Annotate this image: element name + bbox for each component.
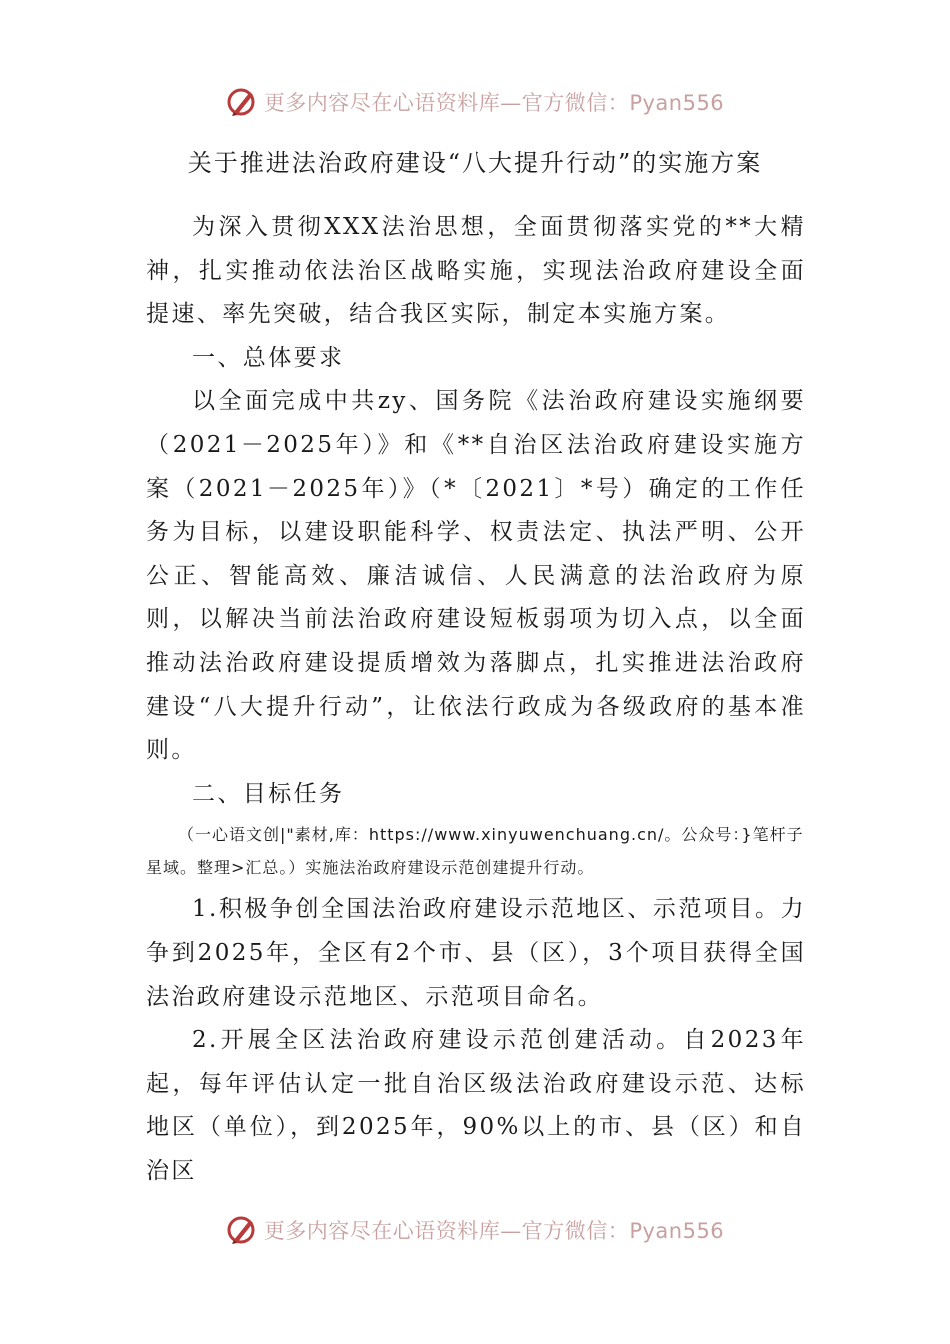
footer-watermark-banner	[0, 1210, 950, 1250]
general-requirements-paragraph: 以全面完成中共zy、国务院《法治政府建设实施纲要（2021－2025年）》和《**自治区法治政府建设实施方案（2021－2025年）》（*〔2021〕*号）确定的工作任务为目标，以建设职能科学、权责法定、执法严明、公开公正、智能高效、廉洁诚信、人民满意的法治政府为原则，以解决当前法治政府建设短板弱项为切入点，以全面推动法治政府建设提质增效为落脚点，扎实推进法治政府建设“八大提升行动”，让依法行政成为各级政府的基本准则。	[146, 388, 806, 764]
subsection-heading-demo-creation: （一心语文创|"素材,库：https://www.xinyuwenchuang.cn/。公众号：}笔杆子星域。整理>汇总。）实施法治政府建设示范创建提升行动。	[146, 825, 804, 878]
intro-paragraph: 为深入贯彻XXX法治思想，全面贯彻落实党的**大精神，扎实推动依法治区战略实施，实现法治政府建设全面提速、率先突破，结合我区实际，制定本实施方案。	[146, 214, 806, 328]
pen-logo-icon	[226, 86, 258, 118]
document-body	[146, 206, 806, 1193]
document-title: 关于推进法治政府建设“八大提升行动”的实施方案	[187, 149, 763, 177]
item-1-paragraph: 1.积极争创全国法治政府建设示范地区、示范项目。力争到2025年，全区有2个市、县（区），3个项目获得全国法治政府建设示范地区、示范项目命名。	[146, 896, 806, 1010]
section-heading-general-requirements: 一、总体要求	[192, 344, 345, 371]
header-watermark-banner	[0, 82, 950, 122]
pen-logo-icon	[226, 1214, 258, 1246]
item-2-paragraph: 2.开展全区法治政府建设示范创建活动。自2023年起，每年评估认定一批自治区级法治政府建设示范、达标地区（单位），到2025年，90%以上的市、县（区）和自治区	[146, 1027, 806, 1184]
banner-label: 更多内容尽在心语资料库—官方微信：Pyan556	[263, 91, 725, 115]
section-heading-goals-tasks: 二、目标任务	[192, 780, 345, 807]
banner-label: 更多内容尽在心语资料库—官方微信：Pyan556	[263, 1219, 725, 1243]
